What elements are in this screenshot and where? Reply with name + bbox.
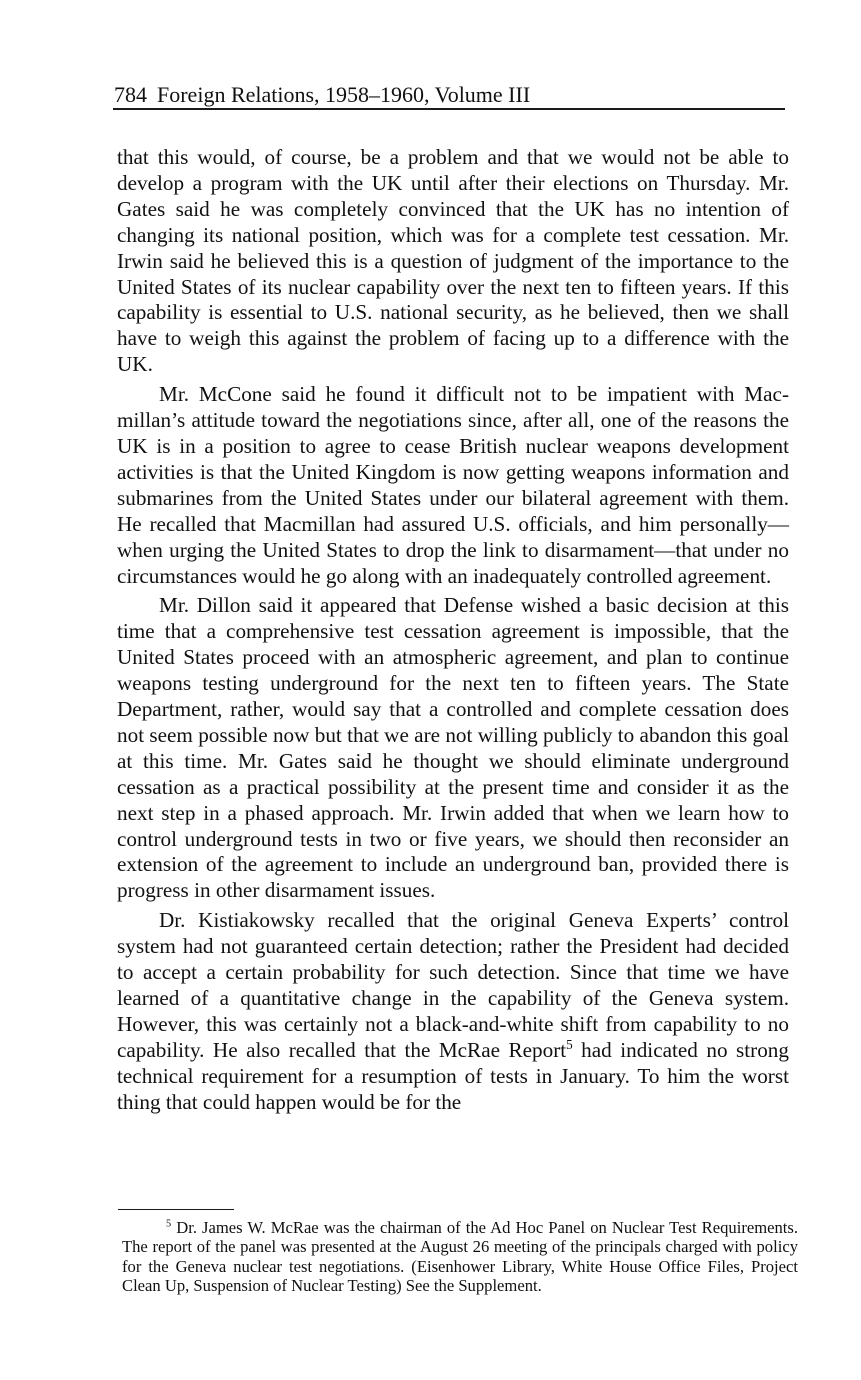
paragraph-3: Mr. Dillon said it appeared that Defense wished a basic decision at this time that a comprehensive test cessation agreement is impossible, that the United States proceed with an atmospheric agreement, and plan to continue weapons testing underground for the next ten to fifteen years. The State Department, rather, would say that a controlled and complete cessation does not seem possible now but that we are not willing publicly to abandon this goal at this time. Mr. Gates said he thought we should eliminate underground cessation as a practical possibility at the present time and consider it as the next step in a phased approach. Mr. Irwin added that when we learn how to control underground tests in two or five years, we should then reconsider an extension of the agreement to include an underground ban, provided there is progress in other disarmament issues. — [117, 593, 790, 903]
paragraph-1: that this would, of course, be a problem and that we would not be able to develop a program with the UK until after their elections on Thursday. Mr. Gates said he was completely convinced that the UK has no intention of changing its national position, which was for a complete test cessation. Mr. Irwin said he believed this is a question of judgment of the importance to the United States of its nuclear capability over the next ten to fifteen years. If this capability is essential to U.S. national security, as he believed, then we shall have to weigh this against the problem of facing up to a difference with the UK. — [117, 145, 789, 377]
paragraph-4 — [117, 908, 789, 1115]
paragraph-4-text-after: had indicated no strong technical requirement for a resumption of tests in January. To him the worst thing that could happen would be for the — [117, 1037, 789, 1114]
paragraph-4-text-before: Dr. Kistiakowsky recalled that the original Geneva Experts’ control system had not guaranteed certain detection; rather the President had decided to accept a certain probability for such detection. Since that time we have learned of a quantitative change in the capability of the Geneva system. However, this was certainly not a black-and-white shift from capability to no capability. He also recalled that the McRae Report — [117, 908, 789, 1062]
main-text — [117, 145, 789, 1116]
footnote-marker: 5 — [166, 1218, 172, 1230]
page-number: 784 — [114, 82, 147, 107]
running-title: Foreign Relations, 1958–1960, Volume III — [157, 82, 531, 107]
running-header — [114, 80, 784, 110]
footnote-reference: 5 — [566, 1036, 573, 1052]
footnote-text: Dr. James W. McRae was the chairman of the Ad Hoc Panel on Nuclear Test Requirements. The report of the panel was presented at the August 26 meeting of the principals charged with policy for the Geneva nuclear test negotiations. (Eisenhower Library, White House Office Files, Project Clean Up, Suspension of Nuclear Testing) See the Supplement. — [122, 1218, 798, 1296]
footnote-rule — [118, 1209, 234, 1210]
header-rule — [113, 108, 785, 110]
footnote — [122, 1218, 798, 1296]
paragraph-2: Mr. McCone said he found it difficult not to be impatient with Macmillan’s attitude toward the negotiations since, after all, one of the reasons the UK is in a position to agree to cease British nuclear weapons development activities is that the United Kingdom is now getting weapons information and submarines from the United States under our bilateral agreement with them. He recalled that Macmillan had assured U.S. officials, and him personally—when urging the United States to drop the link to disarmament—that under no circumstances would he go along with an inadequately controlled agreement. — [117, 382, 789, 588]
